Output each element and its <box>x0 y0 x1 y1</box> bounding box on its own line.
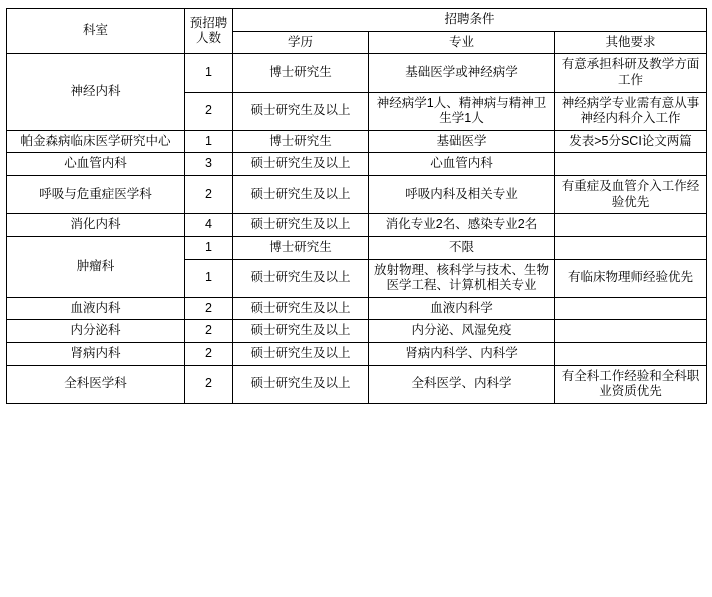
cell-planned-number: 2 <box>185 297 233 320</box>
cell-department: 呼吸与危重症医学科 <box>7 176 185 214</box>
cell-department: 肾病内科 <box>7 343 185 366</box>
cell-major: 消化专业2名、感染专业2名 <box>369 214 555 237</box>
cell-planned-number: 1 <box>185 130 233 153</box>
cell-department: 心血管内科 <box>7 153 185 176</box>
cell-other-requirements <box>555 297 707 320</box>
cell-department: 全科医学科 <box>7 365 185 403</box>
cell-education: 硕士研究生及以上 <box>233 214 369 237</box>
column-header-major: 专业 <box>369 31 555 54</box>
cell-planned-number: 2 <box>185 365 233 403</box>
table-row <box>7 176 707 214</box>
cell-major: 肾病内科学、内科学 <box>369 343 555 366</box>
cell-planned-number: 4 <box>185 214 233 237</box>
cell-education: 博士研究生 <box>233 54 369 92</box>
table-row <box>7 365 707 403</box>
cell-department: 帕金森病临床医学研究中心 <box>7 130 185 153</box>
table-header-row-1 <box>7 9 707 32</box>
cell-other-requirements <box>555 320 707 343</box>
cell-other-requirements <box>555 343 707 366</box>
cell-major: 血液内科学 <box>369 297 555 320</box>
table-row <box>7 297 707 320</box>
cell-planned-number: 1 <box>185 236 233 259</box>
cell-education: 硕士研究生及以上 <box>233 297 369 320</box>
table-row <box>7 54 707 92</box>
column-header-education: 学历 <box>233 31 369 54</box>
recruitment-table <box>6 8 707 404</box>
cell-department: 神经内科 <box>7 54 185 131</box>
cell-education: 博士研究生 <box>233 130 369 153</box>
table-row <box>7 320 707 343</box>
cell-planned-number: 2 <box>185 343 233 366</box>
cell-other-requirements: 发表>5分SCI论文两篇 <box>555 130 707 153</box>
cell-major: 放射物理、核科学与技术、生物医学工程、计算机相关专业 <box>369 259 555 297</box>
cell-education: 硕士研究生及以上 <box>233 176 369 214</box>
table-row <box>7 236 707 259</box>
cell-major: 基础医学 <box>369 130 555 153</box>
cell-planned-number: 1 <box>185 259 233 297</box>
cell-planned-number: 2 <box>185 176 233 214</box>
table-header <box>7 9 707 54</box>
cell-education: 硕士研究生及以上 <box>233 92 369 130</box>
column-header-conditions: 招聘条件 <box>233 9 707 32</box>
cell-other-requirements: 有临床物理师经验优先 <box>555 259 707 297</box>
cell-education: 硕士研究生及以上 <box>233 259 369 297</box>
cell-other-requirements: 神经病学专业需有意从事神经内科介入工作 <box>555 92 707 130</box>
cell-department: 肿瘤科 <box>7 236 185 297</box>
cell-department: 消化内科 <box>7 214 185 237</box>
column-header-department: 科室 <box>7 9 185 54</box>
cell-department: 内分泌科 <box>7 320 185 343</box>
cell-major: 内分泌、风湿免疫 <box>369 320 555 343</box>
cell-major: 呼吸内科及相关专业 <box>369 176 555 214</box>
cell-major: 不限 <box>369 236 555 259</box>
table-row <box>7 130 707 153</box>
table-row <box>7 153 707 176</box>
cell-education: 硕士研究生及以上 <box>233 343 369 366</box>
cell-planned-number: 2 <box>185 320 233 343</box>
cell-major: 神经病学1人、精神病与精神卫生学1人 <box>369 92 555 130</box>
table-body <box>7 54 707 404</box>
cell-major: 心血管内科 <box>369 153 555 176</box>
cell-department: 血液内科 <box>7 297 185 320</box>
table-row <box>7 214 707 237</box>
column-header-other-requirements: 其他要求 <box>555 31 707 54</box>
cell-education: 硕士研究生及以上 <box>233 153 369 176</box>
cell-planned-number: 2 <box>185 92 233 130</box>
cell-other-requirements: 有重症及血管介入工作经验优先 <box>555 176 707 214</box>
cell-other-requirements: 有意承担科研及教学方面工作 <box>555 54 707 92</box>
table-row <box>7 343 707 366</box>
cell-other-requirements <box>555 236 707 259</box>
cell-other-requirements <box>555 153 707 176</box>
cell-other-requirements: 有全科工作经验和全科职业资质优先 <box>555 365 707 403</box>
cell-education: 硕士研究生及以上 <box>233 365 369 403</box>
column-header-planned-number: 预招聘人数 <box>185 9 233 54</box>
cell-education: 硕士研究生及以上 <box>233 320 369 343</box>
cell-planned-number: 3 <box>185 153 233 176</box>
cell-education: 博士研究生 <box>233 236 369 259</box>
cell-planned-number: 1 <box>185 54 233 92</box>
cell-major: 基础医学或神经病学 <box>369 54 555 92</box>
cell-major: 全科医学、内科学 <box>369 365 555 403</box>
cell-other-requirements <box>555 214 707 237</box>
